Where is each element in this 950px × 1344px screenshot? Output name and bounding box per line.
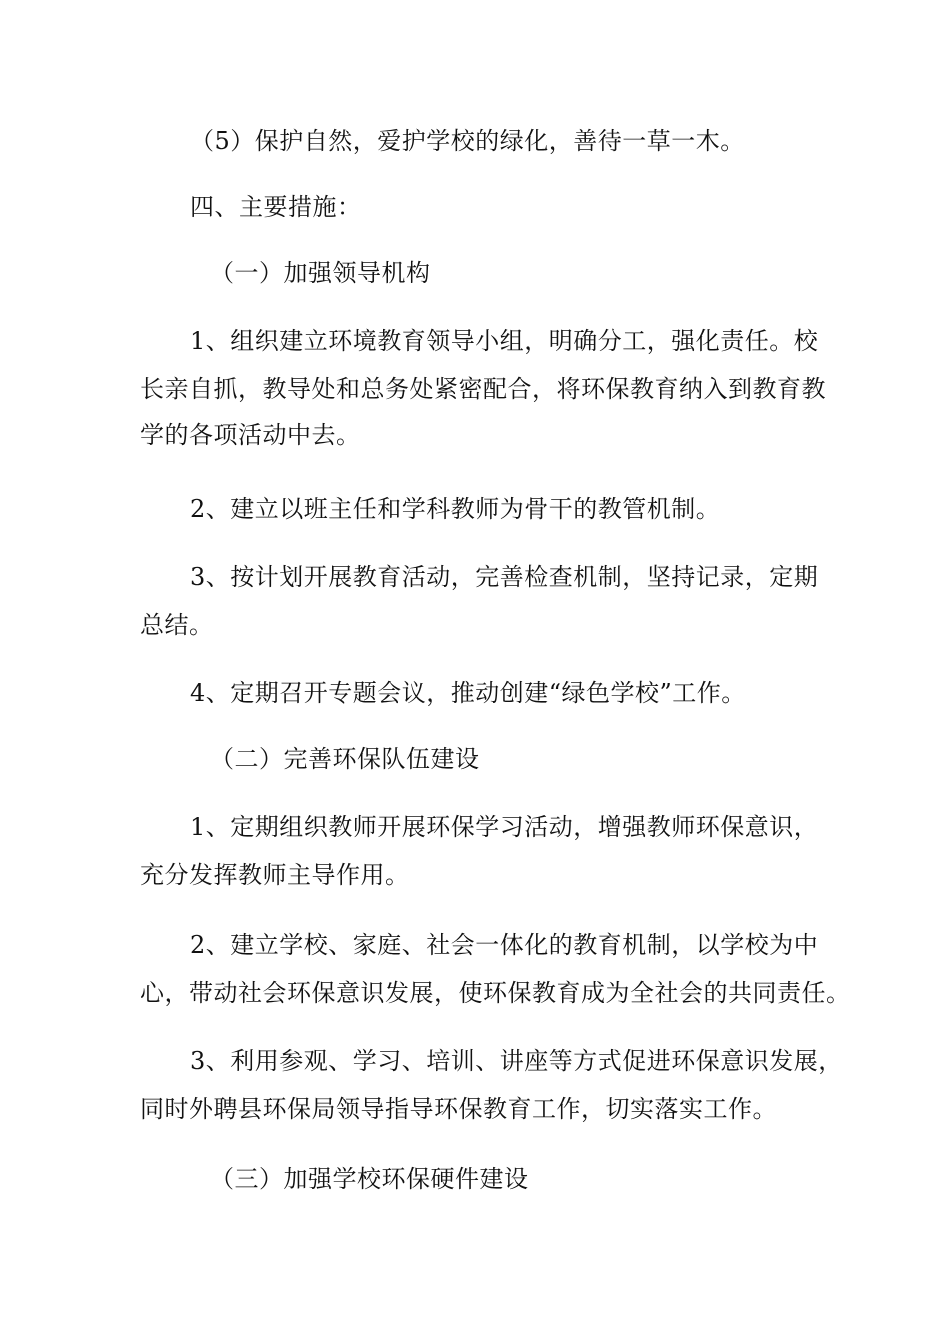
- team-paragraph-3-line-2: 同时外聘县环保局领导指导环保教育工作，切实落实工作。: [140, 1095, 777, 1123]
- subheading-hardware: （三）加强学校环保硬件建设: [210, 1165, 529, 1193]
- list-item-protect-nature: （5）保护自然，爱护学校的绿化，善待一草一木。: [190, 127, 745, 155]
- team-paragraph-2-line-2: 心，带动社会环保意识发展，使环保教育成为全社会的共同责任。: [140, 979, 851, 1007]
- team-paragraph-1-line-1: 1、定期组织教师开展环保学习活动，增强教师环保意识，: [190, 813, 819, 841]
- team-paragraph-3-line-1: 3、利用参观、学习、培训、讲座等方式促进环保意识发展，: [190, 1047, 843, 1075]
- team-paragraph-1-line-2: 充分发挥教师主导作用。: [140, 861, 410, 889]
- paragraph-4: 4、定期召开专题会议，推动创建“绿色学校”工作。: [190, 679, 746, 707]
- paragraph-1-line-1: 1、组织建立环境教育领导小组，明确分工，强化责任。校: [190, 327, 819, 355]
- paragraph-3-line-2: 总结。: [140, 611, 214, 639]
- section-heading-main-measures: 四、主要措施：: [190, 193, 362, 221]
- paragraph-1-line-3: 学的各项活动中去。: [140, 421, 361, 449]
- subheading-team-building: （二）完善环保队伍建设: [210, 745, 480, 773]
- paragraph-1-line-2: 长亲自抓，教导处和总务处紧密配合，将环保教育纳入到教育教: [140, 375, 826, 403]
- subheading-leadership: （一）加强领导机构: [210, 259, 431, 287]
- team-paragraph-2-line-1: 2、建立学校、家庭、社会一体化的教育机制，以学校为中: [190, 931, 819, 959]
- paragraph-3-line-1: 3、按计划开展教育活动，完善检查机制，坚持记录，定期: [190, 563, 819, 591]
- paragraph-2: 2、建立以班主任和学科教师为骨干的教管机制。: [190, 495, 721, 523]
